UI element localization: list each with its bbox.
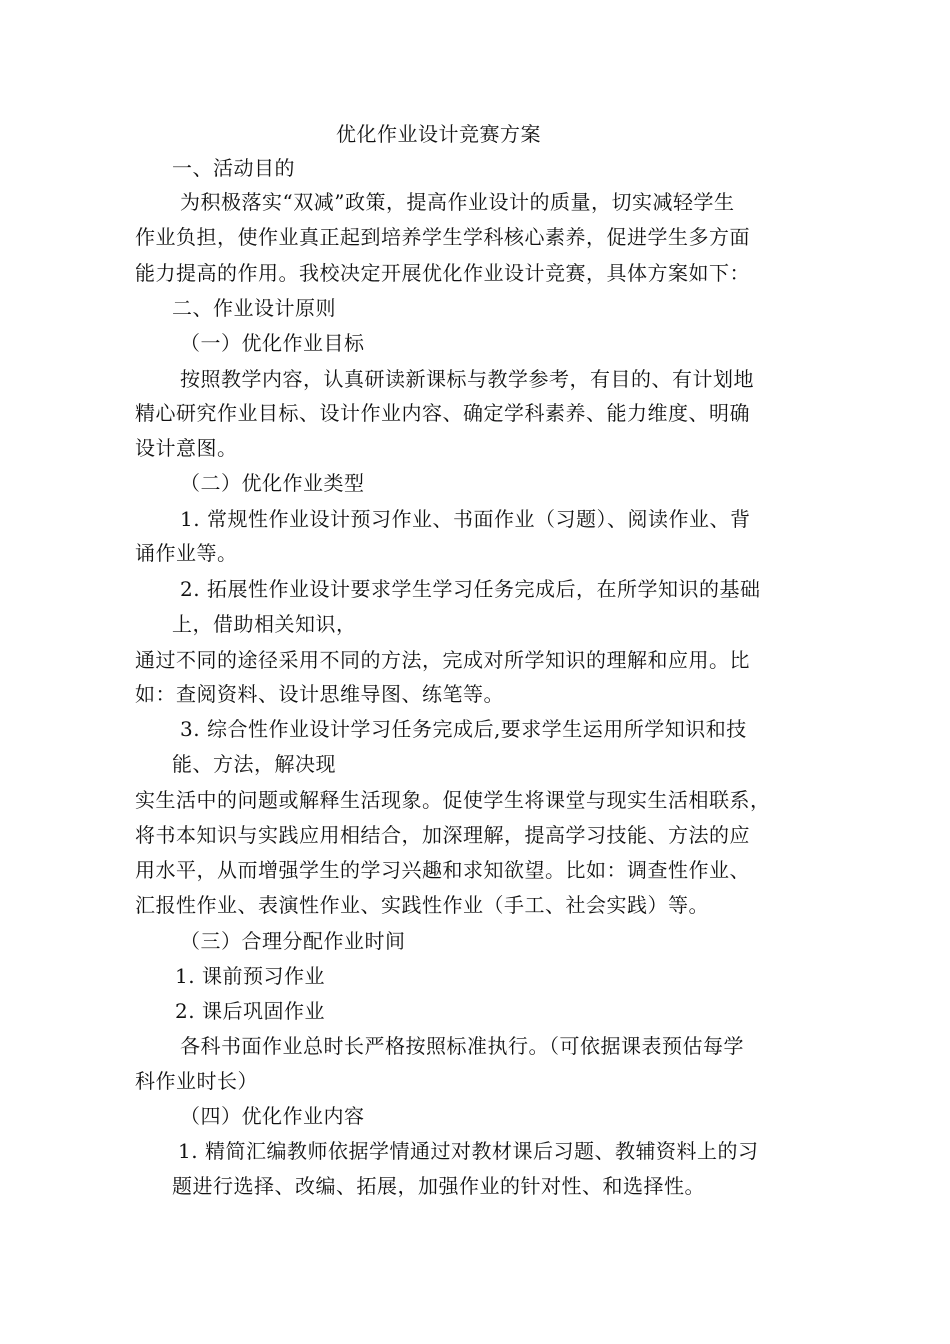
document-title: 优化作业设计竞赛方案 <box>336 122 541 146</box>
text-line: 精心研究作业目标、设计作业内容、确定学科素养、能力维度、明确 <box>135 401 750 425</box>
text-line: 如：查阅资料、设计思维导图、练笔等。 <box>135 682 504 706</box>
list-item: 1. 课前预习作业 <box>175 964 325 988</box>
text-line: 上，借助相关知识， <box>172 612 357 636</box>
text-line: 设计意图。 <box>135 436 238 460</box>
text-line: 通过不同的途径采用不同的方法，完成对所学知识的理解和应用。比 <box>135 648 750 672</box>
text-line: 能、方法，解决现 <box>172 752 336 776</box>
text-line: 用水平，从而增强学生的学习兴趣和求知欲望。比如：调查性作业、 <box>135 858 750 882</box>
text-line: 诵作业等。 <box>135 541 238 565</box>
text-line: 汇报性作业、表演性作业、实践性作业（手工、社会实践）等。 <box>135 893 709 917</box>
list-item: 1. 精简汇编教师依据学情通过对教材课后习题、教辅资料上的习 <box>178 1139 759 1163</box>
text-line: 按照教学内容，认真研读新课标与教学参考，有目的、有计划地 <box>180 367 754 391</box>
text-line: 各科书面作业总时长严格按照标准执行。（可依据课表预估每学 <box>180 1034 744 1058</box>
list-item: 2. 课后巩固作业 <box>175 999 325 1023</box>
text-line: 科作业时长） <box>135 1069 258 1093</box>
text-line: 能力提高的作用。我校决定开展优化作业设计竞赛，具体方案如下： <box>135 261 750 285</box>
text-line: 作业负担，使作业真正起到培养学生学科核心素养，促进学生多方面 <box>135 225 750 249</box>
text-line: 将书本知识与实践应用相结合，加深理解，提高学习技能、方法的应 <box>135 823 750 847</box>
list-item: 1. 常规性作业设计预习作业、书面作业（习题）、阅读作业、背 <box>180 507 751 531</box>
subheading-3: （三）合理分配作业时间 <box>180 929 406 953</box>
subheading-4: （四）优化作业内容 <box>180 1104 365 1128</box>
heading-section-1: 一、活动目的 <box>172 156 295 180</box>
text-line: 为积极落实“双减”政策，提高作业设计的质量，切实减轻学生 <box>180 190 735 214</box>
text-line: 实生活中的问题或解释生活现象。促使学生将课堂与现实生活相联系， <box>135 788 771 812</box>
subheading-1: （一）优化作业目标 <box>180 331 365 355</box>
subheading-2: （二）优化作业类型 <box>180 471 365 495</box>
text-line: 题进行选择、改编、拓展，加强作业的针对性、和选择性。 <box>172 1174 705 1198</box>
list-item: 2. 拓展性作业设计要求学生学习任务完成后，在所学知识的基础 <box>180 577 761 601</box>
heading-section-2: 二、作业设计原则 <box>172 296 336 320</box>
list-item: 3. 综合性作业设计学习任务完成后,要求学生运用所学知识和技 <box>180 717 747 741</box>
